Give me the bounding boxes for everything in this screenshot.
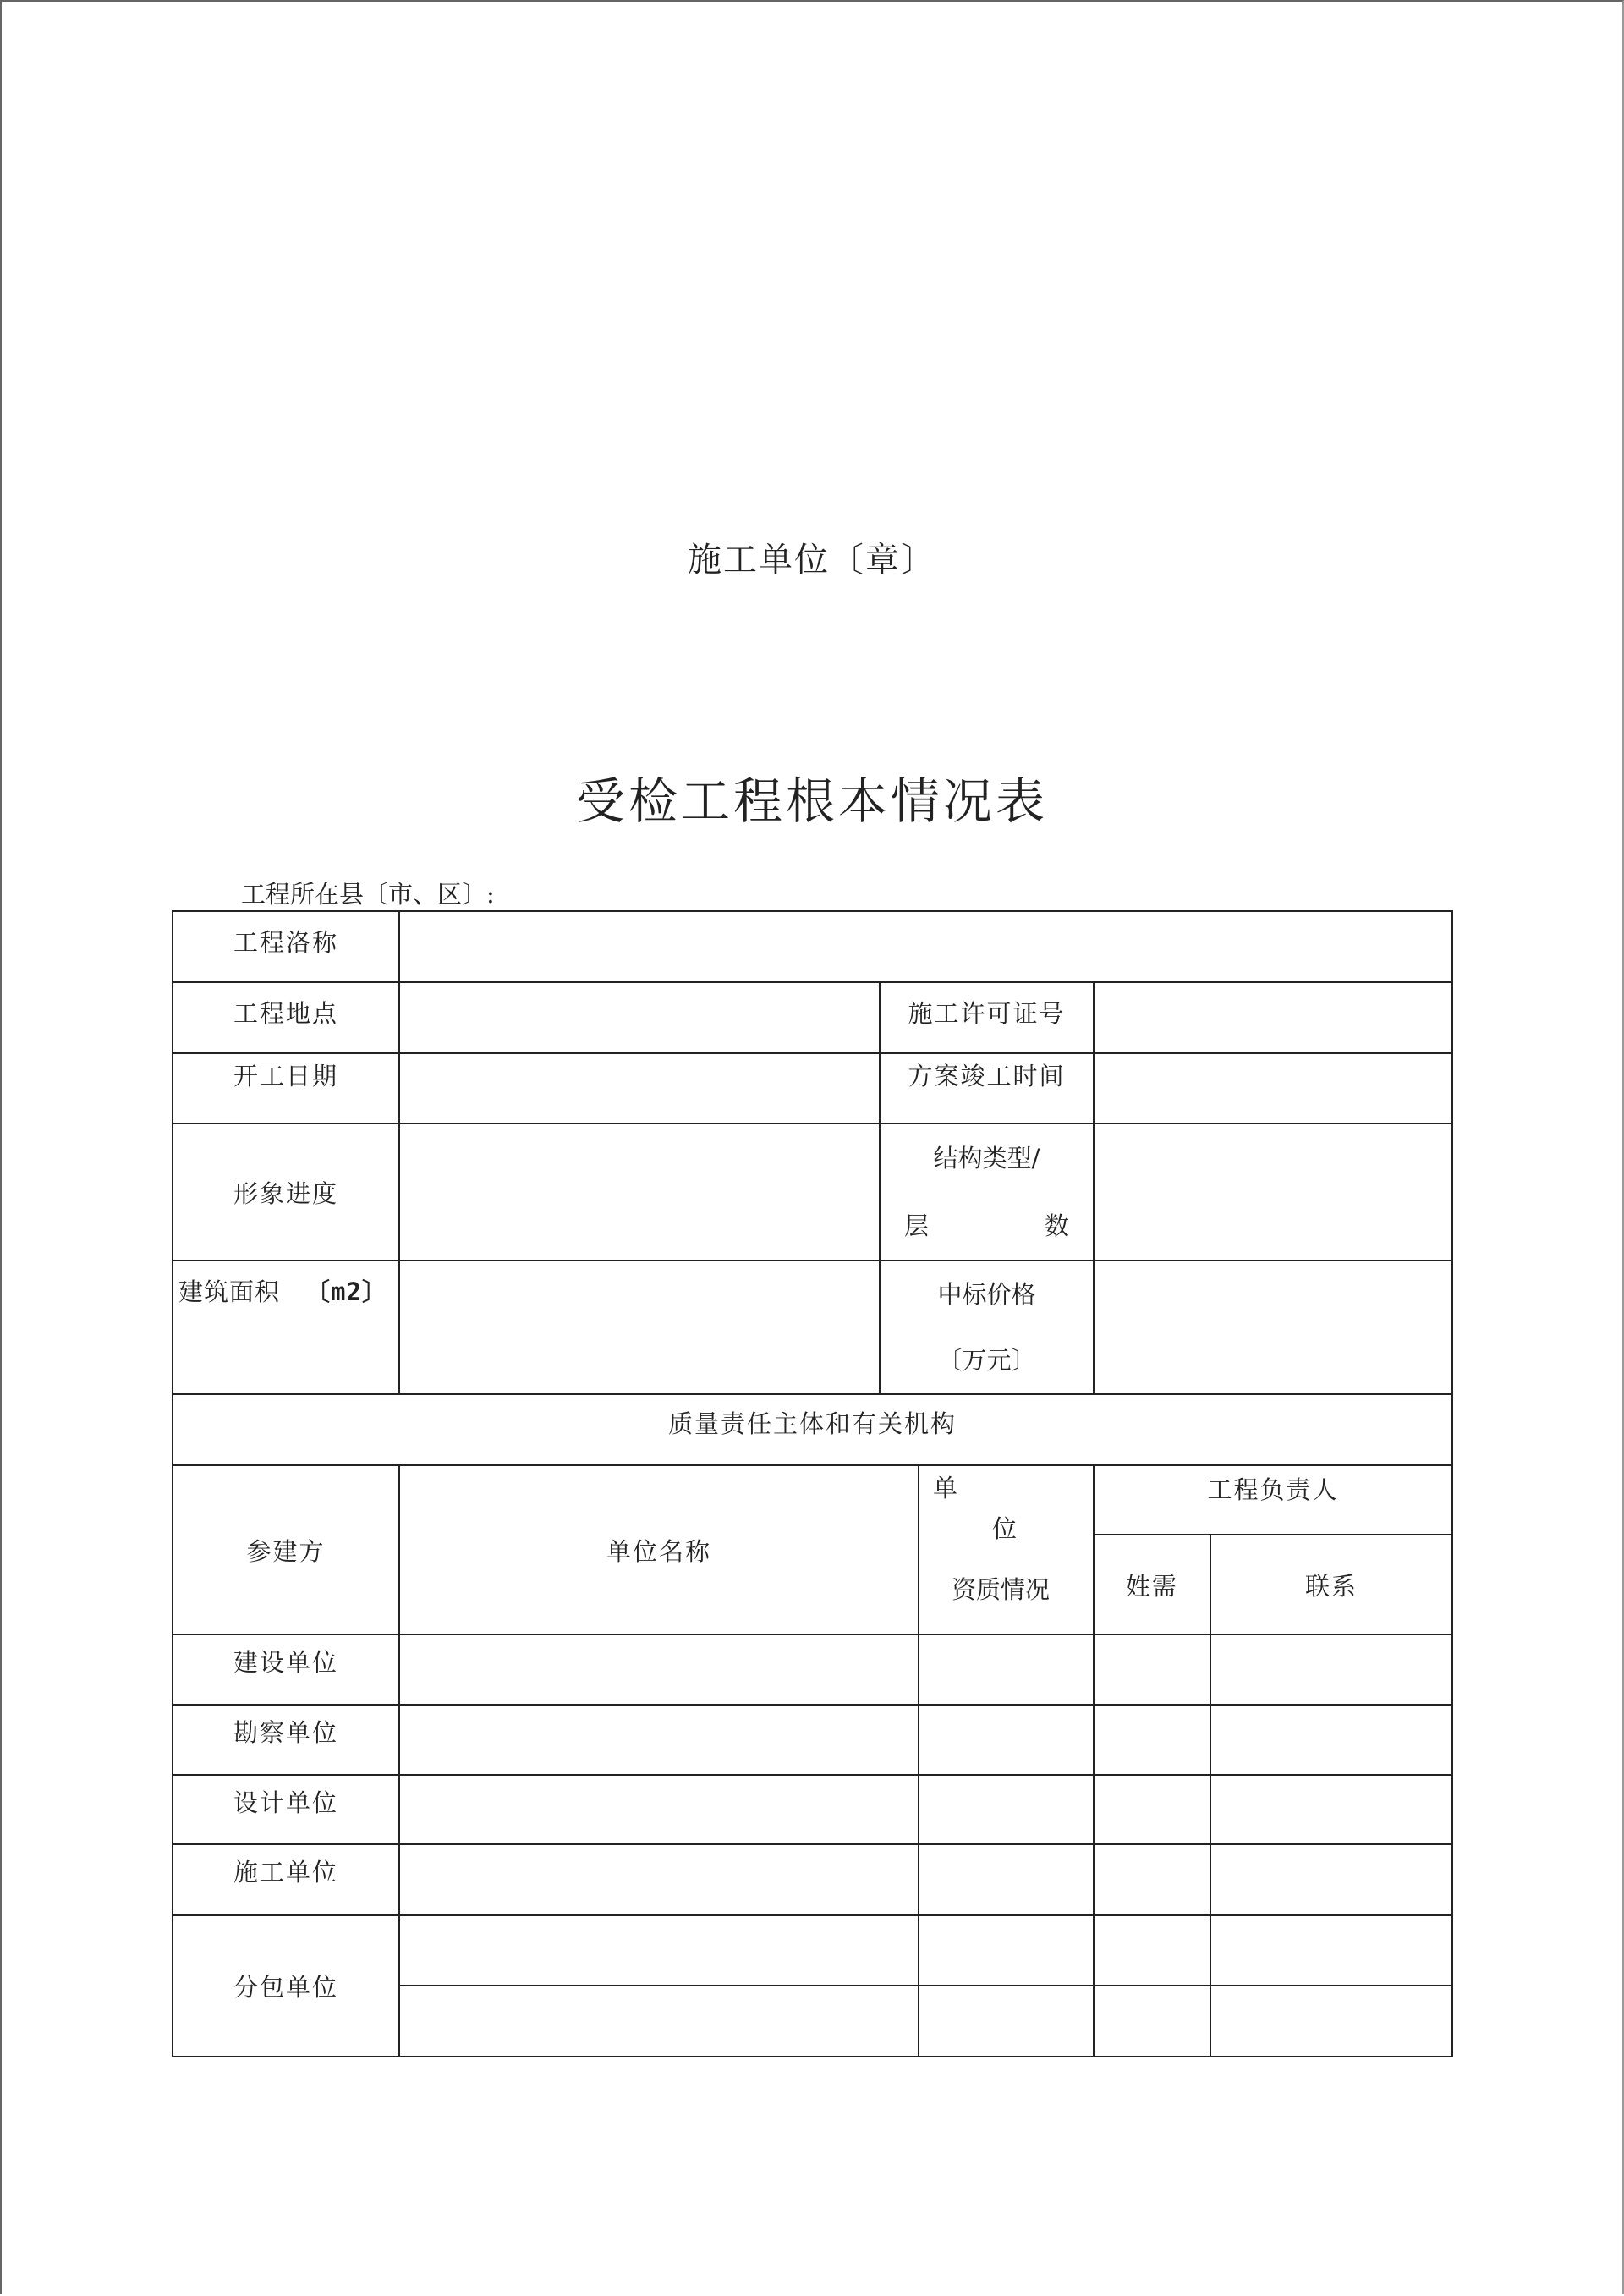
table-row xyxy=(173,1915,1452,1986)
party-qualification-cell[interactable] xyxy=(919,1986,1094,2057)
table-row xyxy=(173,1775,1452,1844)
value-project-site[interactable] xyxy=(399,982,880,1053)
value-project-name[interactable] xyxy=(399,911,1452,982)
label-permit-no: 施工许可证号 xyxy=(880,982,1094,1053)
label-progress: 形象进度 xyxy=(173,1123,399,1261)
party-label: 建设单位 xyxy=(173,1634,399,1705)
party-qualification-cell[interactable] xyxy=(919,1915,1094,1986)
party-person-name-cell[interactable] xyxy=(1094,1986,1210,2057)
party-contact-cell[interactable] xyxy=(1210,1986,1452,2057)
party-unit-name-cell[interactable] xyxy=(399,1634,919,1705)
row-progress xyxy=(173,1123,1452,1261)
value-planned-completion[interactable] xyxy=(1094,1053,1452,1123)
table-row xyxy=(173,1844,1452,1915)
section-heading: 质量责任主体和有关机构 xyxy=(173,1394,1452,1465)
party-person-name-cell[interactable] xyxy=(1094,1844,1210,1915)
party-unit-name-cell[interactable] xyxy=(399,1775,919,1844)
page-title: 受检工程根本情况表 xyxy=(575,772,1048,830)
header-contact: 联系 xyxy=(1210,1535,1452,1634)
header-name: 姓需 xyxy=(1094,1535,1210,1634)
party-label: 勘察单位 xyxy=(173,1705,399,1775)
header-qualification: 单 位 资质情况 xyxy=(919,1465,1094,1634)
party-qualification-cell[interactable] xyxy=(919,1775,1094,1844)
seal-line: 施工单位〔章〕 xyxy=(688,541,936,579)
label-start-date: 开工日期 xyxy=(173,1053,399,1123)
table-row xyxy=(173,1705,1452,1775)
value-bid-price[interactable] xyxy=(1094,1261,1452,1394)
header-unit-name: 单位名称 xyxy=(399,1465,919,1634)
table-row xyxy=(173,1634,1452,1705)
row-project-name xyxy=(173,911,1452,982)
party-label: 设计单位 xyxy=(173,1775,399,1844)
party-contact-cell[interactable] xyxy=(1210,1705,1452,1775)
party-unit-name-cell[interactable] xyxy=(399,1986,919,2057)
party-unit-name-cell[interactable] xyxy=(399,1915,919,1986)
header-manager: 工程负责人 xyxy=(1094,1465,1452,1535)
header-party: 参建方 xyxy=(173,1465,399,1634)
party-person-name-cell[interactable] xyxy=(1094,1705,1210,1775)
party-person-name-cell[interactable] xyxy=(1094,1775,1210,1844)
party-contact-cell[interactable] xyxy=(1210,1775,1452,1844)
label-structure-type: 结构类型/ 层 数 xyxy=(880,1123,1094,1261)
party-qualification-cell[interactable] xyxy=(919,1634,1094,1705)
value-permit-no[interactable] xyxy=(1094,982,1452,1053)
party-unit-name-cell[interactable] xyxy=(399,1705,919,1775)
project-info-table xyxy=(172,910,1453,2057)
row-building-area xyxy=(173,1261,1452,1394)
row-start-date xyxy=(173,1053,1452,1123)
party-label: 施工单位 xyxy=(173,1844,399,1915)
value-progress[interactable] xyxy=(399,1123,880,1261)
label-planned-completion: 方案竣工时间 xyxy=(880,1053,1094,1123)
label-bid-price: 中标价格 〔万元〕 xyxy=(880,1261,1094,1394)
party-contact-cell[interactable] xyxy=(1210,1915,1452,1986)
value-building-area[interactable] xyxy=(399,1261,880,1394)
party-contact-cell[interactable] xyxy=(1210,1844,1452,1915)
party-contact-cell[interactable] xyxy=(1210,1634,1452,1705)
party-person-name-cell[interactable] xyxy=(1094,1634,1210,1705)
label-project-name: 工程洛称 xyxy=(173,911,399,982)
county-label: 工程所在县〔市、区〕: xyxy=(241,880,495,909)
party-label-subcontractor: 分包单位 xyxy=(173,1915,399,2057)
label-project-site: 工程地点 xyxy=(173,982,399,1053)
party-unit-name-cell[interactable] xyxy=(399,1844,919,1915)
row-project-site xyxy=(173,982,1452,1053)
party-qualification-cell[interactable] xyxy=(919,1844,1094,1915)
party-qualification-cell[interactable] xyxy=(919,1705,1094,1775)
party-person-name-cell[interactable] xyxy=(1094,1915,1210,1986)
label-building-area: 建筑面积 〔m2〕 xyxy=(173,1261,399,1394)
value-start-date[interactable] xyxy=(399,1053,880,1123)
value-structure-type[interactable] xyxy=(1094,1123,1452,1261)
row-party-header-top xyxy=(173,1465,1452,1535)
row-section-heading xyxy=(173,1394,1452,1465)
